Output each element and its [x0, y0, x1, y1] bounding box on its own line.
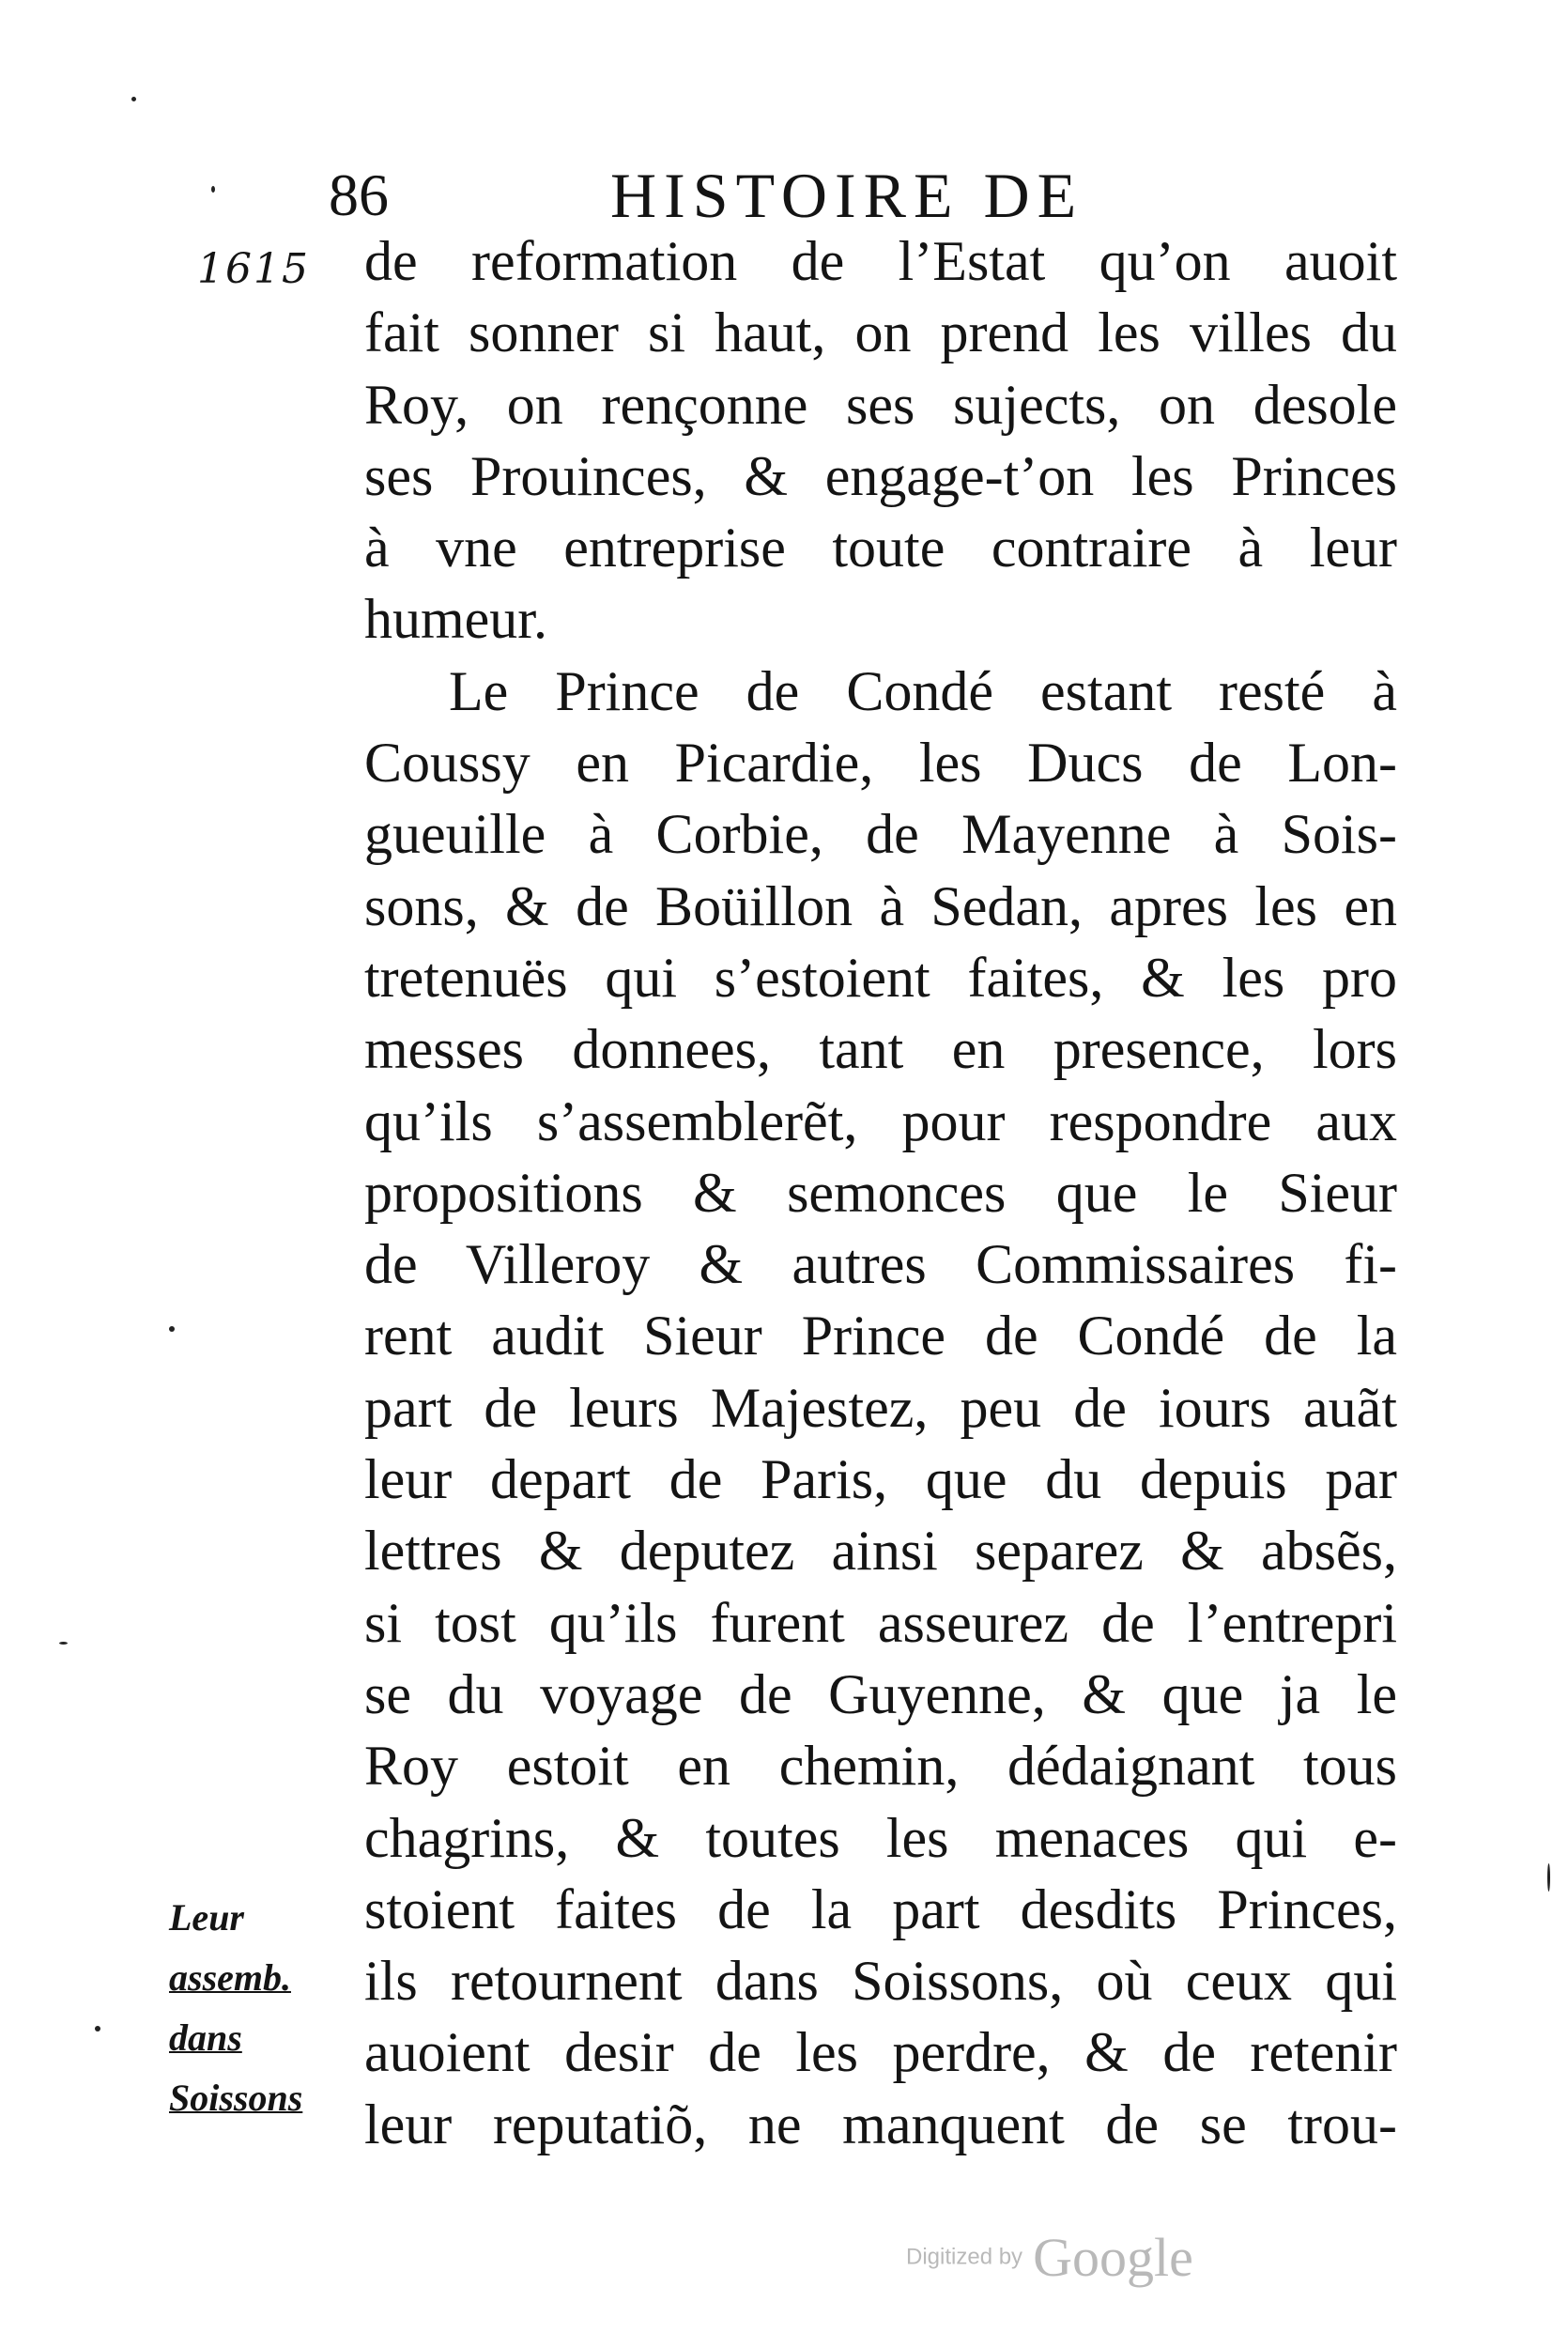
text-line: qu’ils s’assemblerẽt, pour respondre aux — [364, 1089, 1397, 1152]
margin-note-line: assemb. — [169, 1956, 291, 1999]
text-line: gueuille à Corbie, de Mayenne à Sois- — [364, 803, 1397, 866]
text-line: chagrins, & toutes les menaces qui e- — [364, 1806, 1397, 1869]
text-line: ils retournent dans Soissons, où ceux qui — [364, 1950, 1397, 2013]
text-line: Roy estoit en chemin, dédaignant tous — [364, 1735, 1397, 1798]
body-text — [364, 225, 1397, 2160]
text-line: part de leurs Majestez, peu de iours auãt — [364, 1376, 1397, 1439]
ink-speck — [131, 97, 136, 101]
running-head — [329, 158, 1249, 233]
text-line: rent audit Sieur Prince de Condé de la — [364, 1305, 1397, 1367]
text-line: de reformation de l’Estat qu’on auoit — [364, 230, 1397, 292]
text-line: à vne entreprise toute contraire à leur — [364, 517, 1397, 579]
text-line: sons, & de Boüillon à Sedan, apres les en — [364, 874, 1397, 937]
text-line: stoient faites de la part desdits Princes, — [364, 1877, 1397, 1940]
text-line: ses Prouinces, & engage-t’on les Princes — [364, 444, 1397, 507]
running-title: HISTOIRE DE — [610, 160, 1084, 231]
ink-speck — [95, 2026, 100, 2031]
ink-speck — [59, 1642, 68, 1645]
ink-speck — [1547, 1863, 1550, 1892]
text-line: fait sonner si haut, on prend les villes du — [364, 301, 1397, 364]
text-line: tretenuës qui s’estoient faites, & les pro — [364, 946, 1397, 1009]
margin-note-line: dans — [169, 2016, 242, 2059]
text-line: humeur. — [364, 588, 547, 651]
google-logo: Google — [1033, 2227, 1193, 2288]
watermark-prefix: Digitized by — [906, 2244, 1023, 2270]
text-line: auoient desir de les perdre, & de retenir — [364, 2021, 1397, 2084]
text-line: de Villeroy & autres Commissaires fi- — [364, 1233, 1397, 1296]
text-line: leur reputatiõ, ne manquent de se trou- — [364, 2093, 1397, 2155]
digitization-watermark — [906, 2226, 1193, 2292]
ink-speck — [211, 186, 215, 193]
text-line: se du voyage de Guyenne, & que ja le — [364, 1662, 1397, 1725]
margin-note-line: Leur — [169, 1896, 244, 1939]
ink-speck — [169, 1326, 175, 1332]
text-line: propositions & semonces que le Sieur — [364, 1161, 1397, 1224]
margin-note-line: Soissons — [169, 2077, 303, 2119]
year-margin-note: 1615 — [197, 245, 310, 293]
text-line: messes donnees, tant en presence, lors — [364, 1018, 1397, 1081]
text-line: si tost qu’ils furent asseurez de l’entrepri — [364, 1591, 1397, 1654]
text-line: lettres & deputez ainsi separez & absẽs, — [364, 1520, 1397, 1583]
text-line: Coussy en Picardie, les Ducs de Lon- — [364, 732, 1397, 795]
text-line: leur depart de Paris, que du depuis par — [364, 1448, 1397, 1511]
text-line: Roy, on rençonne ses sujects, on desole — [364, 373, 1397, 436]
text-line: Le Prince de Condé estant resté à — [449, 659, 1397, 722]
page-number: 86 — [329, 162, 389, 228]
handwritten-margin-note — [169, 1888, 357, 2128]
